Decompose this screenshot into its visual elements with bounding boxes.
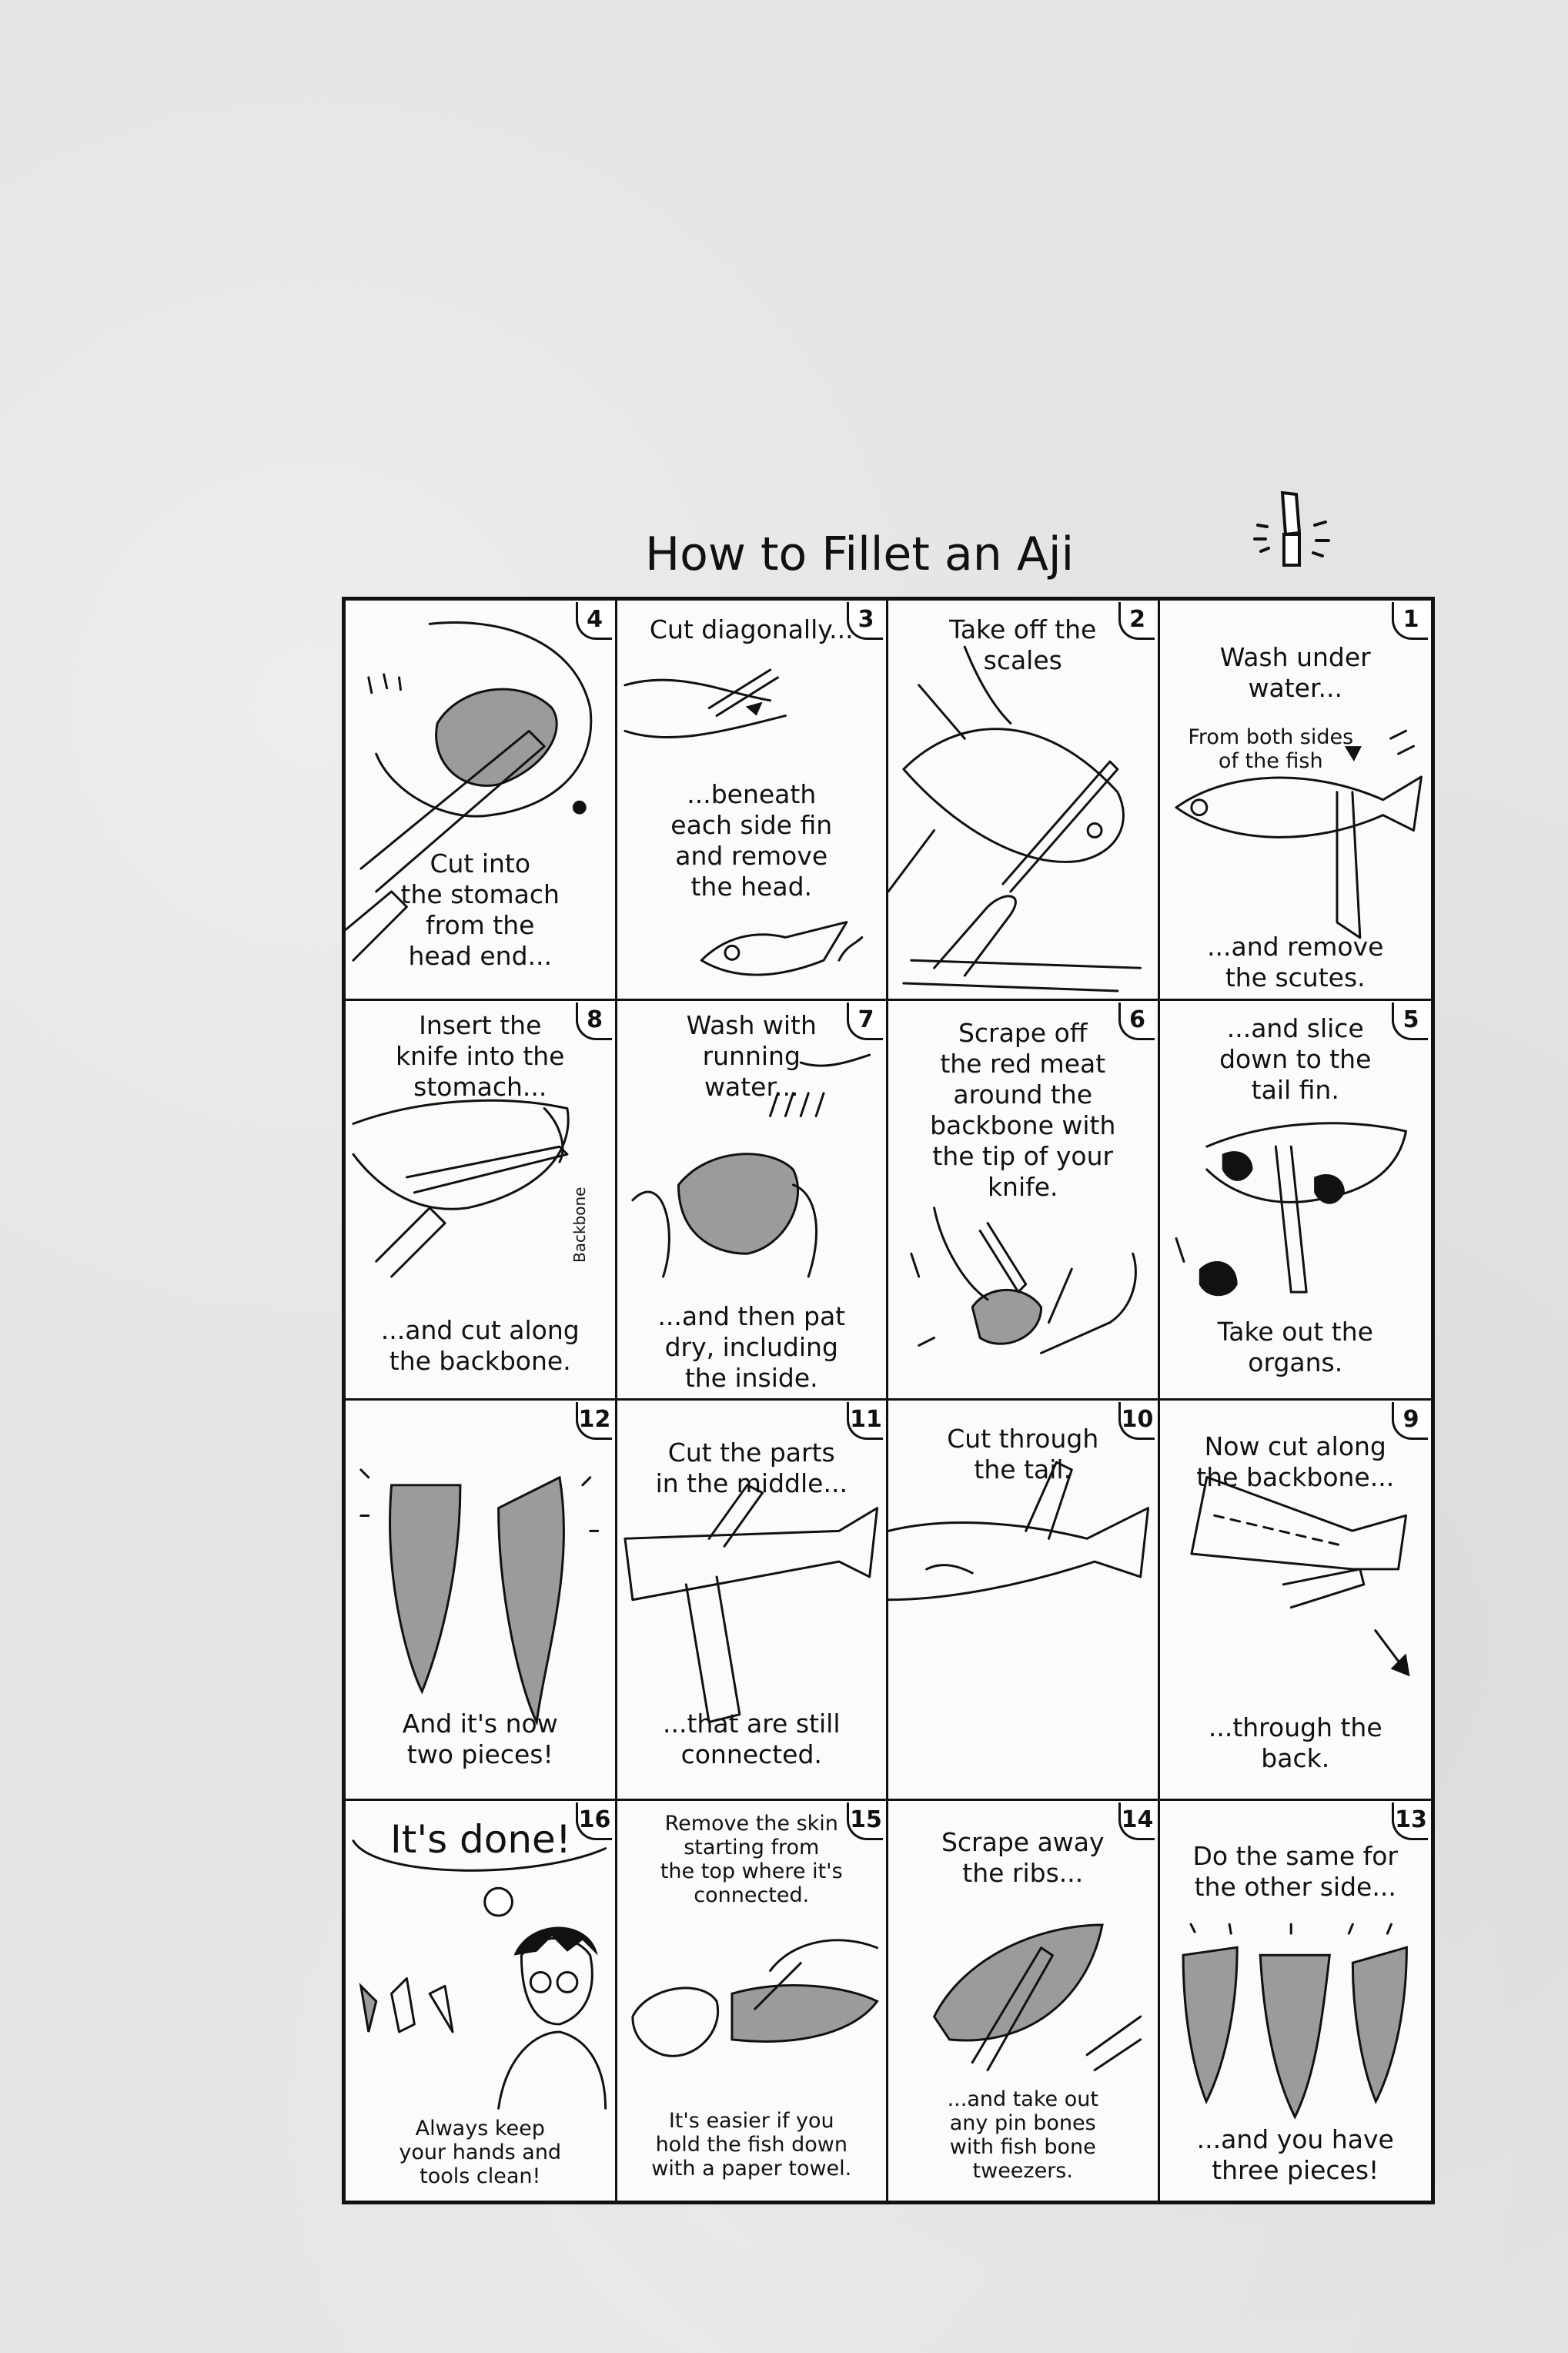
step-number: 11 (847, 1402, 883, 1440)
backbone-label: Backbone (570, 1187, 589, 1263)
step-number: 6 (1118, 1002, 1155, 1040)
page-title: How to Fillet an Aji (645, 527, 1075, 581)
step-text: ...and remove the scutes. (1207, 932, 1384, 992)
panel-step-13 (1160, 1801, 1432, 2201)
step-number: 8 (576, 1002, 612, 1040)
step-caption: Do the same for the other side... (1192, 1840, 1398, 1902)
step-number: 13 (1392, 1802, 1428, 1840)
panel-step-6 (888, 1001, 1160, 1401)
step-text: And it's now two pieces! (402, 1709, 558, 1769)
step-number: 14 (1118, 1802, 1155, 1840)
panel-step-4 (346, 601, 617, 1001)
step-number: 12 (576, 1402, 612, 1440)
step-caption: Insert the knife into the stomach... (396, 1009, 565, 1102)
step-caption: Remove the skin starting from the top where it's connected. (660, 1811, 843, 1907)
step-text: It's easier if you hold the fish down with a paper towel. (651, 2108, 852, 2181)
step-note: From both sides of the fish (1188, 725, 1354, 773)
panel-step-7 (617, 1001, 889, 1401)
step-text: ...and you have three pieces! (1196, 2124, 1394, 2185)
panel-step-10 (888, 1401, 1160, 1801)
step-caption: Cut diagonally... (649, 614, 854, 644)
panel-step-12 (346, 1401, 617, 1801)
panel-step-5 (1160, 1001, 1432, 1401)
step-caption: Wash with running water... (686, 1009, 817, 1102)
step-text: Take out the organs. (1217, 1316, 1373, 1377)
step-caption: Cut the parts in the middle... (655, 1438, 848, 1498)
panel-step-15 (617, 1801, 889, 2201)
step-caption: Cut through the tail. (947, 1424, 1099, 1484)
step-text: ...that are still connected. (663, 1709, 841, 1769)
step-caption: Take off the scales (949, 614, 1097, 675)
panel-step-16 (346, 1801, 617, 2201)
step-text: ...beneath each side fin and remove the head. (670, 779, 833, 902)
step-number: 2 (1118, 602, 1155, 640)
panel-step-14 (888, 1801, 1160, 2201)
step-caption: ...and slice down to the tail fin. (1219, 1012, 1372, 1105)
step-number: 9 (1392, 1402, 1428, 1440)
step-number: 3 (847, 602, 883, 640)
step-text: ...and take out any pin bones with fish bone tweezers. (947, 2087, 1098, 2183)
step-number: 4 (576, 602, 612, 640)
step-number: 16 (576, 1802, 612, 1840)
step-caption: Now cut along the backbone... (1196, 1431, 1395, 1492)
step-caption: Scrape away the ribs... (941, 1826, 1105, 1888)
step-number: 5 (1392, 1002, 1428, 1040)
step-caption: Wash under water... (1219, 642, 1371, 703)
step-caption: It's done! (390, 1816, 571, 1862)
panel-step-3 (617, 601, 889, 1001)
panel-step-9 (1160, 1401, 1432, 1801)
knife-icon (1235, 485, 1350, 593)
panel-step-1 (1160, 601, 1432, 1001)
step-text: Cut into the stomach from the head end... (400, 848, 560, 971)
step-text: Always keep your hands and tools clean! (399, 2116, 562, 2188)
step-number: 7 (847, 1002, 883, 1040)
instruction-grid (342, 597, 1435, 2204)
step-text: ...and then pat dry, including the inside. (657, 1300, 846, 1393)
panel-step-2 (888, 601, 1160, 1001)
step-number: 1 (1392, 602, 1428, 640)
panel-step-11 (617, 1401, 889, 1801)
panel-step-8 (346, 1001, 617, 1401)
step-caption: Scrape off the red meat around the backbone with the tip of your knife. (930, 1017, 1116, 1202)
step-text: ...and cut along the backbone. (380, 1314, 580, 1376)
step-number: 15 (847, 1802, 883, 1840)
step-number: 10 (1118, 1402, 1155, 1440)
step-text: ...through the back. (1208, 1712, 1382, 1773)
